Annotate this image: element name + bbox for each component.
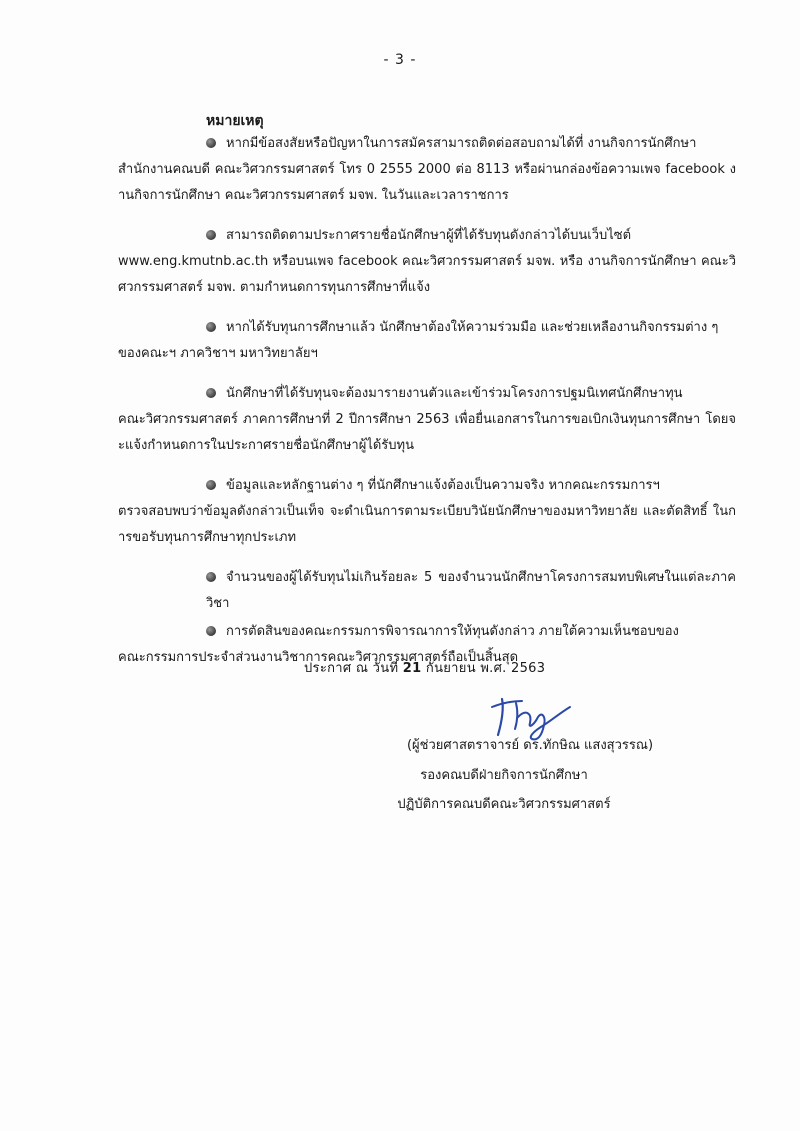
note-continuation: ของคณะฯ ภาควิชาฯ มหาวิทยาลัยฯ [118, 346, 318, 361]
bullet-icon [206, 480, 216, 490]
bullet-icon [206, 572, 216, 582]
bullet-icon [206, 138, 216, 148]
note-continuation: คณะกรรมการประจำส่วนงานวิชาการคณะวิศวกรรมศาสตร์ถือเป็นสิ้นสุด [118, 650, 519, 665]
note-item [118, 473, 736, 551]
announcement-month-year: กันยายน พ.ศ. 2563 [425, 661, 546, 676]
note-first-line: หากมีข้อสงสัยหรือปัญหาในการสมัครสามารถติดต่อสอบถามได้ที่ งานกิจการนักศึกษา [226, 136, 697, 151]
note-first-line: สามารถติดตามประกาศรายชื่อนักศึกษาผู้ที่ได้รับทุนดังกล่าวได้บนเว็บไซต์ [226, 228, 632, 243]
signer-title: รองคณบดีฝ่ายกิจการนักศึกษา [420, 768, 588, 783]
note-continuation: สำนักงานคณบดี คณะวิศวกรรมศาสตร์ โทร 0 2555 2000 ต่อ 8113 หรือผ่านกล่องข้อความเพจ facebook งานกิจการนักศึกษา คณะวิศวกรรมศาสตร์ มจพ. ในวันและเวลาราชการ [118, 162, 736, 203]
signer-name: (ผู้ช่วยศาสตราจารย์ ดร.ทักษิณ แสงสุวรรณ) [406, 738, 654, 753]
note-item [118, 315, 736, 367]
note-first-line: นักศึกษาที่ได้รับทุนจะต้องมารายงานตัวและเข้าร่วมโครงการปฐมนิเทศนักศึกษาทุน [226, 386, 683, 401]
note-continuation: คณะวิศวกรรมศาสตร์ ภาคการศึกษาที่ 2 ปีการศึกษา 2563 เพื่อยื่นเอกสารในการขอเบิกเงินทุนการศึกษา โดยจะแจ้งกำหนดการในประกาศรายชื่อนักศึกษาผู้ได้รับทุน [118, 412, 736, 453]
note-item [118, 565, 736, 617]
announcement-date [304, 657, 545, 678]
page-number: - 3 - [383, 52, 417, 68]
signer-acting-title: ปฏิบัติการคณบดีคณะวิศวกรรมศาสตร์ [397, 797, 611, 812]
bullet-icon [206, 322, 216, 332]
note-item [118, 381, 736, 459]
note-item [118, 131, 736, 209]
note-first-line: จำนวนของผู้ได้รับทุนไม่เกินร้อยละ 5 ของจำนวนนักศึกษาโครงการสมทบพิเศษในแต่ละภาควิชา [206, 570, 736, 611]
note-first-line: การตัดสินของคณะกรรมการพิจารณาการให้ทุนดังกล่าว ภายใต้ความเห็นชอบของ [226, 624, 679, 639]
announcement-day: 21 [402, 661, 422, 676]
notes-list [118, 131, 736, 685]
bullet-icon [206, 230, 216, 240]
note-continuation: www.eng.kmutnb.ac.th หรือบนเพจ facebook คณะวิศวกรรมศาสตร์ มจพ. หรือ งานกิจการนักศึกษา คณะวิศวกรรมศาสตร์ มจพ. ตามกำหนดการทุนการศึกษาที่แจ้ง [118, 254, 736, 295]
notes-heading: หมายเหตุ [206, 113, 264, 129]
bullet-icon [206, 626, 216, 636]
note-item [118, 223, 736, 301]
note-first-line: หากได้รับทุนการศึกษาแล้ว นักศึกษาต้องให้ความร่วมมือ และช่วยเหลืองานกิจกรรมต่าง ๆ [226, 320, 719, 335]
note-first-line: ข้อมูลและหลักฐานต่าง ๆ ที่นักศึกษาแจ้งต้องเป็นความจริง หากคณะกรรมการฯ [226, 478, 660, 493]
bullet-icon [206, 388, 216, 398]
announcement-prefix: ประกาศ ณ วันที่ [304, 661, 399, 676]
note-continuation: ตรวจสอบพบว่าข้อมูลดังกล่าวเป็นเท็จ จะดำเนินการตามระเบียบวินัยนักศึกษาของมหาวิทยาลัย และตัดสิทธิ์ ในการขอรับทุนการศึกษาทุกประเภท [118, 504, 736, 545]
